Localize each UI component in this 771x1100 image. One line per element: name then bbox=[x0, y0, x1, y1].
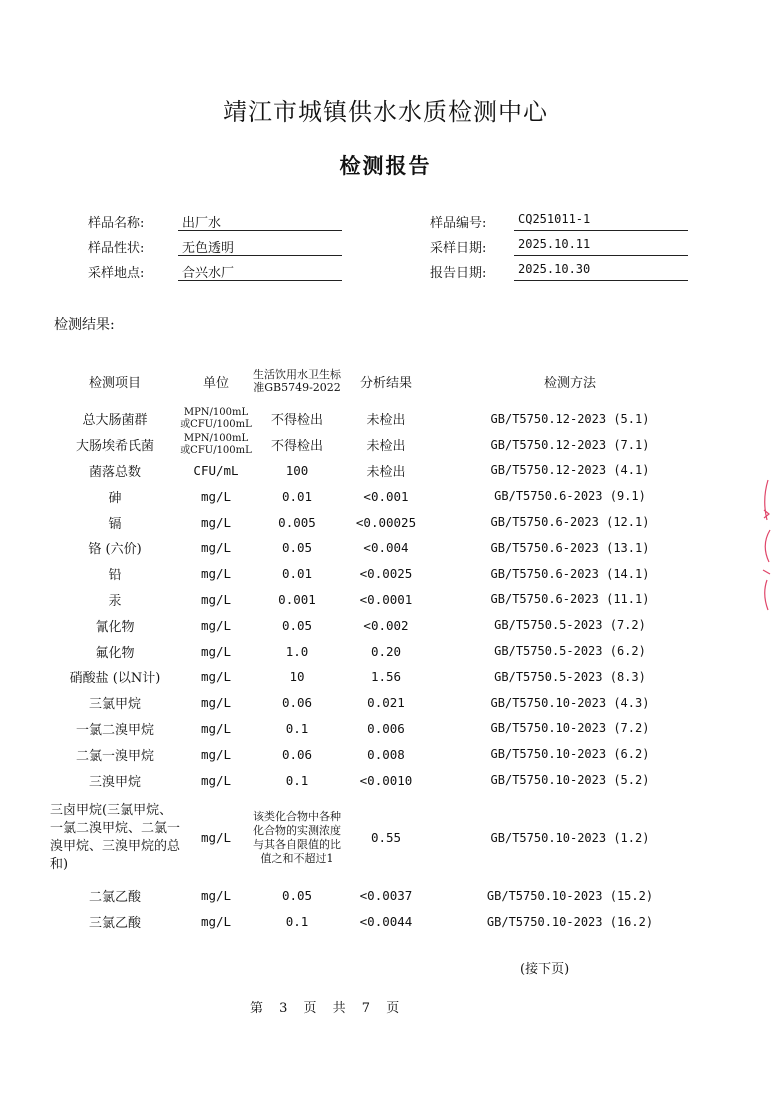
table-row bbox=[50, 561, 710, 587]
table-header-row bbox=[50, 356, 710, 406]
cell-method: GB/T5750.6-2023 (12.1) bbox=[490, 515, 650, 530]
cell-result: 0.006 bbox=[367, 720, 405, 736]
table-row bbox=[50, 909, 710, 935]
sample-number-value: CQ251011-1 bbox=[514, 212, 688, 231]
cell-method: GB/T5750.5-2023 (7.2) bbox=[494, 618, 646, 633]
cell-method: GB/T5750.10-2023 (6.2) bbox=[490, 747, 650, 762]
cell-result: 未检出 bbox=[366, 413, 406, 429]
cell-method: GB/T5750.6-2023 (9.1) bbox=[494, 489, 646, 504]
seal-stamp-edge bbox=[758, 470, 771, 620]
cell-unit: mg/L bbox=[200, 566, 232, 582]
cell-method: GB/T5750.10-2023 (7.2) bbox=[490, 721, 650, 736]
cell-standard: 0.05 bbox=[281, 617, 313, 633]
table-row bbox=[50, 638, 710, 664]
cell-standard: 0.001 bbox=[278, 591, 316, 607]
cell-item: 大肠埃希氏菌 bbox=[75, 439, 154, 455]
cell-unit: CFU/mL bbox=[193, 462, 239, 478]
cell-standard: 0.01 bbox=[281, 488, 313, 504]
sampling-date-label: 采样日期: bbox=[430, 241, 487, 256]
sample-name-label: 样品名称: bbox=[88, 216, 145, 231]
sampling-date-value: 2025.10.11 bbox=[514, 237, 688, 256]
cell-result: <0.0001 bbox=[359, 591, 413, 607]
cell-result: <0.00025 bbox=[355, 514, 417, 530]
cell-result: 0.55 bbox=[370, 830, 402, 846]
continued-note: (接下页) bbox=[520, 962, 570, 977]
cell-unit: mg/L bbox=[200, 591, 232, 607]
cell-unit: mg/L bbox=[200, 514, 232, 530]
cell-unit: mg/L bbox=[200, 914, 232, 930]
cell-standard: 0.005 bbox=[278, 514, 316, 530]
cell-result: 0.20 bbox=[370, 643, 402, 659]
cell-standard: 0.1 bbox=[285, 720, 309, 736]
table-row bbox=[50, 535, 710, 561]
sampling-location-label: 采样地点: bbox=[88, 266, 145, 281]
cell-item: 三溴甲烷 bbox=[88, 774, 141, 790]
table-row bbox=[50, 432, 710, 458]
table-row bbox=[50, 458, 710, 484]
cell-standard: 0.06 bbox=[281, 746, 313, 762]
cell-method: GB/T5750.5-2023 (8.3) bbox=[494, 669, 646, 684]
sampling-location-row bbox=[88, 262, 348, 282]
table-row bbox=[50, 716, 710, 742]
results-label: 检测结果: bbox=[54, 317, 115, 333]
sample-property-row bbox=[88, 237, 348, 257]
table-row bbox=[50, 767, 710, 793]
cell-item: 三卤甲烷(三氯甲烷、一氯二溴甲烷、二氯一溴甲烷、三溴甲烷的总和) bbox=[50, 802, 181, 872]
organization-title: 靖江市城镇供水水质检测中心 bbox=[223, 98, 548, 126]
header-item: 检测项目 bbox=[88, 375, 141, 391]
sample-number-label: 样品编号: bbox=[430, 216, 487, 231]
cell-result: <0.001 bbox=[363, 488, 409, 504]
cell-result: 未检出 bbox=[366, 464, 406, 480]
cell-unit: mg/L bbox=[200, 888, 232, 904]
table-row bbox=[50, 612, 710, 638]
table-row bbox=[50, 793, 710, 883]
cell-item: 氟化物 bbox=[95, 645, 135, 661]
cell-unit: mg/L bbox=[200, 772, 232, 788]
cell-standard: 10 bbox=[289, 669, 305, 685]
cell-method: GB/T5750.6-2023 (14.1) bbox=[490, 566, 650, 581]
cell-result: 0.008 bbox=[367, 746, 405, 762]
cell-item: 二氯一溴甲烷 bbox=[75, 748, 154, 764]
cell-standard: 0.06 bbox=[281, 695, 313, 711]
cell-item: 一氯二溴甲烷 bbox=[75, 722, 154, 738]
cell-method: GB/T5750.12-2023 (7.1) bbox=[490, 437, 650, 452]
cell-unit: MPN/100mL或CFU/100mL bbox=[180, 406, 252, 430]
header-standard bbox=[252, 356, 342, 406]
sample-name-row bbox=[88, 212, 348, 232]
report-date-label: 报告日期: bbox=[430, 266, 487, 281]
cell-item: 氰化物 bbox=[95, 619, 135, 635]
cell-item: 砷 bbox=[108, 490, 122, 506]
cell-unit: mg/L bbox=[200, 643, 232, 659]
cell-standard: 该类化合物中各种化合物的实测浓度与其各自限值的比值之和不超过1 bbox=[253, 809, 341, 865]
cell-unit: mg/L bbox=[200, 746, 232, 762]
sample-property-label: 样品性状: bbox=[88, 241, 145, 256]
cell-standard: 0.1 bbox=[285, 914, 309, 930]
cell-unit: mg/L bbox=[200, 669, 232, 685]
cell-method: GB/T5750.12-2023 (4.1) bbox=[490, 463, 650, 478]
cell-unit: mg/L bbox=[200, 540, 232, 556]
cell-method: GB/T5750.10-2023 (5.2) bbox=[490, 773, 650, 788]
report-date-row bbox=[430, 262, 690, 282]
cell-method: GB/T5750.10-2023 (15.2) bbox=[486, 888, 654, 903]
cell-result: <0.0025 bbox=[359, 566, 413, 582]
cell-method: GB/T5750.10-2023 (1.2) bbox=[490, 830, 650, 845]
cell-item: 二氯乙酸 bbox=[88, 890, 141, 906]
cell-standard: 1.0 bbox=[285, 643, 309, 659]
seal-icon bbox=[758, 470, 771, 620]
cell-standard: 0.05 bbox=[281, 888, 313, 904]
cell-standard: 0.05 bbox=[281, 540, 313, 556]
cell-unit: MPN/100mL或CFU/100mL bbox=[180, 432, 252, 456]
cell-result: <0.004 bbox=[363, 540, 409, 556]
table-row bbox=[50, 483, 710, 509]
sampling-date-row bbox=[430, 237, 690, 257]
table-row bbox=[50, 587, 710, 613]
cell-result: <0.0037 bbox=[359, 888, 413, 904]
table-row bbox=[50, 741, 710, 767]
header-method: 检测方法 bbox=[543, 375, 596, 391]
cell-result: 0.021 bbox=[367, 695, 405, 711]
sample-name-value: 出厂水 bbox=[178, 212, 342, 231]
cell-item: 总大肠菌群 bbox=[82, 413, 148, 429]
header-unit: 单位 bbox=[202, 375, 229, 391]
cell-item: 镉 bbox=[108, 516, 122, 532]
table-row bbox=[50, 690, 710, 716]
table-row bbox=[50, 883, 710, 909]
sample-property-value: 无色透明 bbox=[178, 237, 342, 256]
report-title: 检测报告 bbox=[339, 154, 432, 178]
header-standard-text: 生活饮用水卫生标准GB5749-2022 bbox=[253, 368, 341, 394]
cell-unit: mg/L bbox=[200, 830, 232, 846]
cell-item: 汞 bbox=[108, 593, 122, 609]
cell-method: GB/T5750.6-2023 (11.1) bbox=[490, 592, 650, 607]
table-row bbox=[50, 509, 710, 535]
cell-standard: 0.01 bbox=[281, 566, 313, 582]
cell-item: 硝酸盐 (以N计) bbox=[69, 671, 161, 687]
cell-item: 三氯乙酸 bbox=[88, 916, 141, 932]
sample-number-row bbox=[430, 212, 690, 232]
cell-method: GB/T5750.12-2023 (5.1) bbox=[490, 411, 650, 426]
cell-result: <0.002 bbox=[363, 617, 409, 633]
page-number: 第 3 页 共 7 页 bbox=[250, 1001, 403, 1016]
cell-standard: 100 bbox=[285, 462, 309, 478]
header-result: 分析结果 bbox=[359, 375, 412, 391]
cell-method: GB/T5750.10-2023 (16.2) bbox=[486, 914, 654, 929]
results-table bbox=[50, 356, 710, 935]
cell-result: <0.0010 bbox=[359, 772, 413, 788]
table-row bbox=[50, 664, 710, 690]
cell-standard: 不得检出 bbox=[270, 439, 323, 455]
cell-method: GB/T5750.5-2023 (6.2) bbox=[494, 644, 646, 659]
cell-method: GB/T5750.6-2023 (13.1) bbox=[490, 540, 650, 555]
cell-result: 1.56 bbox=[370, 669, 402, 685]
cell-result: <0.0044 bbox=[359, 914, 413, 930]
cell-item: 铅 bbox=[108, 568, 122, 584]
report-date-value: 2025.10.30 bbox=[514, 262, 688, 281]
cell-result: 未检出 bbox=[366, 439, 406, 455]
cell-method: GB/T5750.10-2023 (4.3) bbox=[490, 695, 650, 710]
cell-standard: 不得检出 bbox=[270, 413, 323, 429]
cell-item: 铬 (六价) bbox=[88, 542, 142, 558]
cell-unit: mg/L bbox=[200, 720, 232, 736]
table-row bbox=[50, 406, 710, 432]
cell-unit: mg/L bbox=[200, 488, 232, 504]
cell-item: 菌落总数 bbox=[88, 464, 141, 480]
cell-unit: mg/L bbox=[200, 695, 232, 711]
cell-item: 三氯甲烷 bbox=[88, 697, 141, 713]
cell-unit: mg/L bbox=[200, 617, 232, 633]
sampling-location-value: 合兴水厂 bbox=[178, 262, 342, 281]
cell-standard: 0.1 bbox=[285, 772, 309, 788]
